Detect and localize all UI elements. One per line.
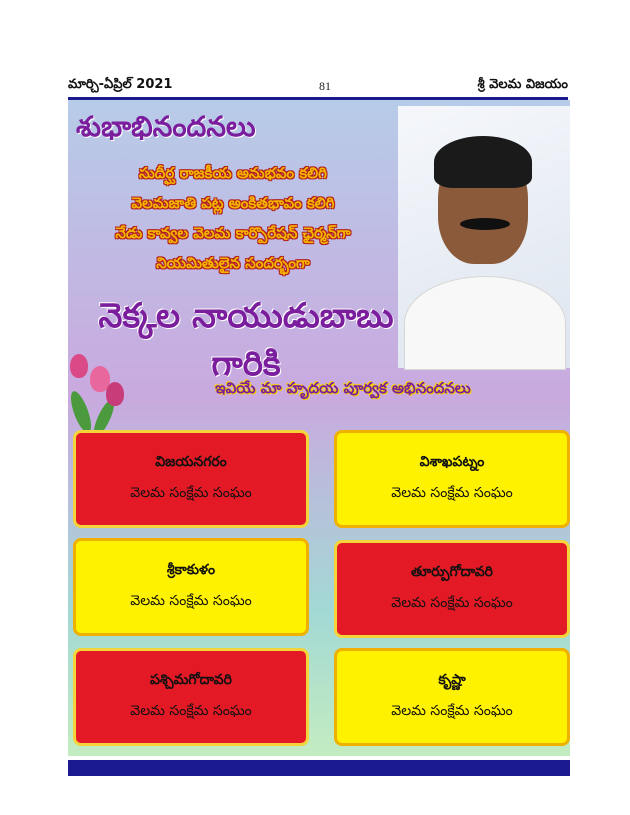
box-org: వెలమ సంక్షేమ సంఘం [391,703,513,719]
magazine-name: శ్రీ వెలమ విజయం [477,77,568,92]
tulip-1 [70,354,88,378]
portrait-photo [398,106,570,368]
box-place: కృష్ణా [438,672,466,688]
poster-line-1: సుదీర్ఘ రాజకీయ అనుభవం కలిగి [139,164,327,182]
box-place: పశ్చిమగోదావరి [150,672,232,688]
greeting-line: ఇవియే మా హృదయ పూర్వక అభినందనలు [215,379,471,397]
box-org: వెలమ సంక్షేమ సంఘం [130,703,252,719]
box-org: వెలమ సంక్షేమ సంఘం [130,593,252,609]
association-box-2 [334,430,570,528]
box-place: శ్రీకాకుళం [166,562,216,578]
issue-date: మార్చి-ఏప్రిల్ 2021 [68,77,173,92]
association-box-4 [334,540,570,638]
poster-line-2: వెలమజాతి పట్ల అంకితభావం కలిగి [131,194,335,212]
association-box-3 [73,538,309,636]
honoree-name: నెక్కల నాయుడుబాబు గారికి [98,296,394,384]
portrait-mustache [460,218,510,230]
tulip-flowers-image [68,350,128,440]
page-header [68,75,568,100]
box-org: వెలమ సంక్షేమ సంఘం [130,485,252,501]
portrait-shirt [404,276,566,370]
poster-title: శుభాభినందనలు [76,110,256,143]
box-place: విశాఖపట్నం [419,454,485,470]
greeting-poster [68,100,570,756]
page-number: 81 [318,78,331,93]
box-place: తూర్పుగోదావరి [411,564,493,580]
association-box-5 [73,648,309,746]
association-box-6 [334,648,570,746]
poster-line-4: నియమితులైన సందర్భంగా [156,254,310,272]
association-box-1 [73,430,309,528]
leaf-1 [68,389,95,435]
portrait-hair [434,136,532,188]
box-place: విజయనగరం [155,454,227,470]
box-org: వెలమ సంక్షేమ సంఘం [391,485,513,501]
box-org: వెలమ సంక్షేమ సంఘం [391,595,513,611]
poster-line-3: నేడు కావ్వల వెలమ కార్పొరేషన్ ఛైర్మన్‌గా [115,224,351,242]
tulip-3 [106,382,124,406]
footer-bar [68,760,570,776]
